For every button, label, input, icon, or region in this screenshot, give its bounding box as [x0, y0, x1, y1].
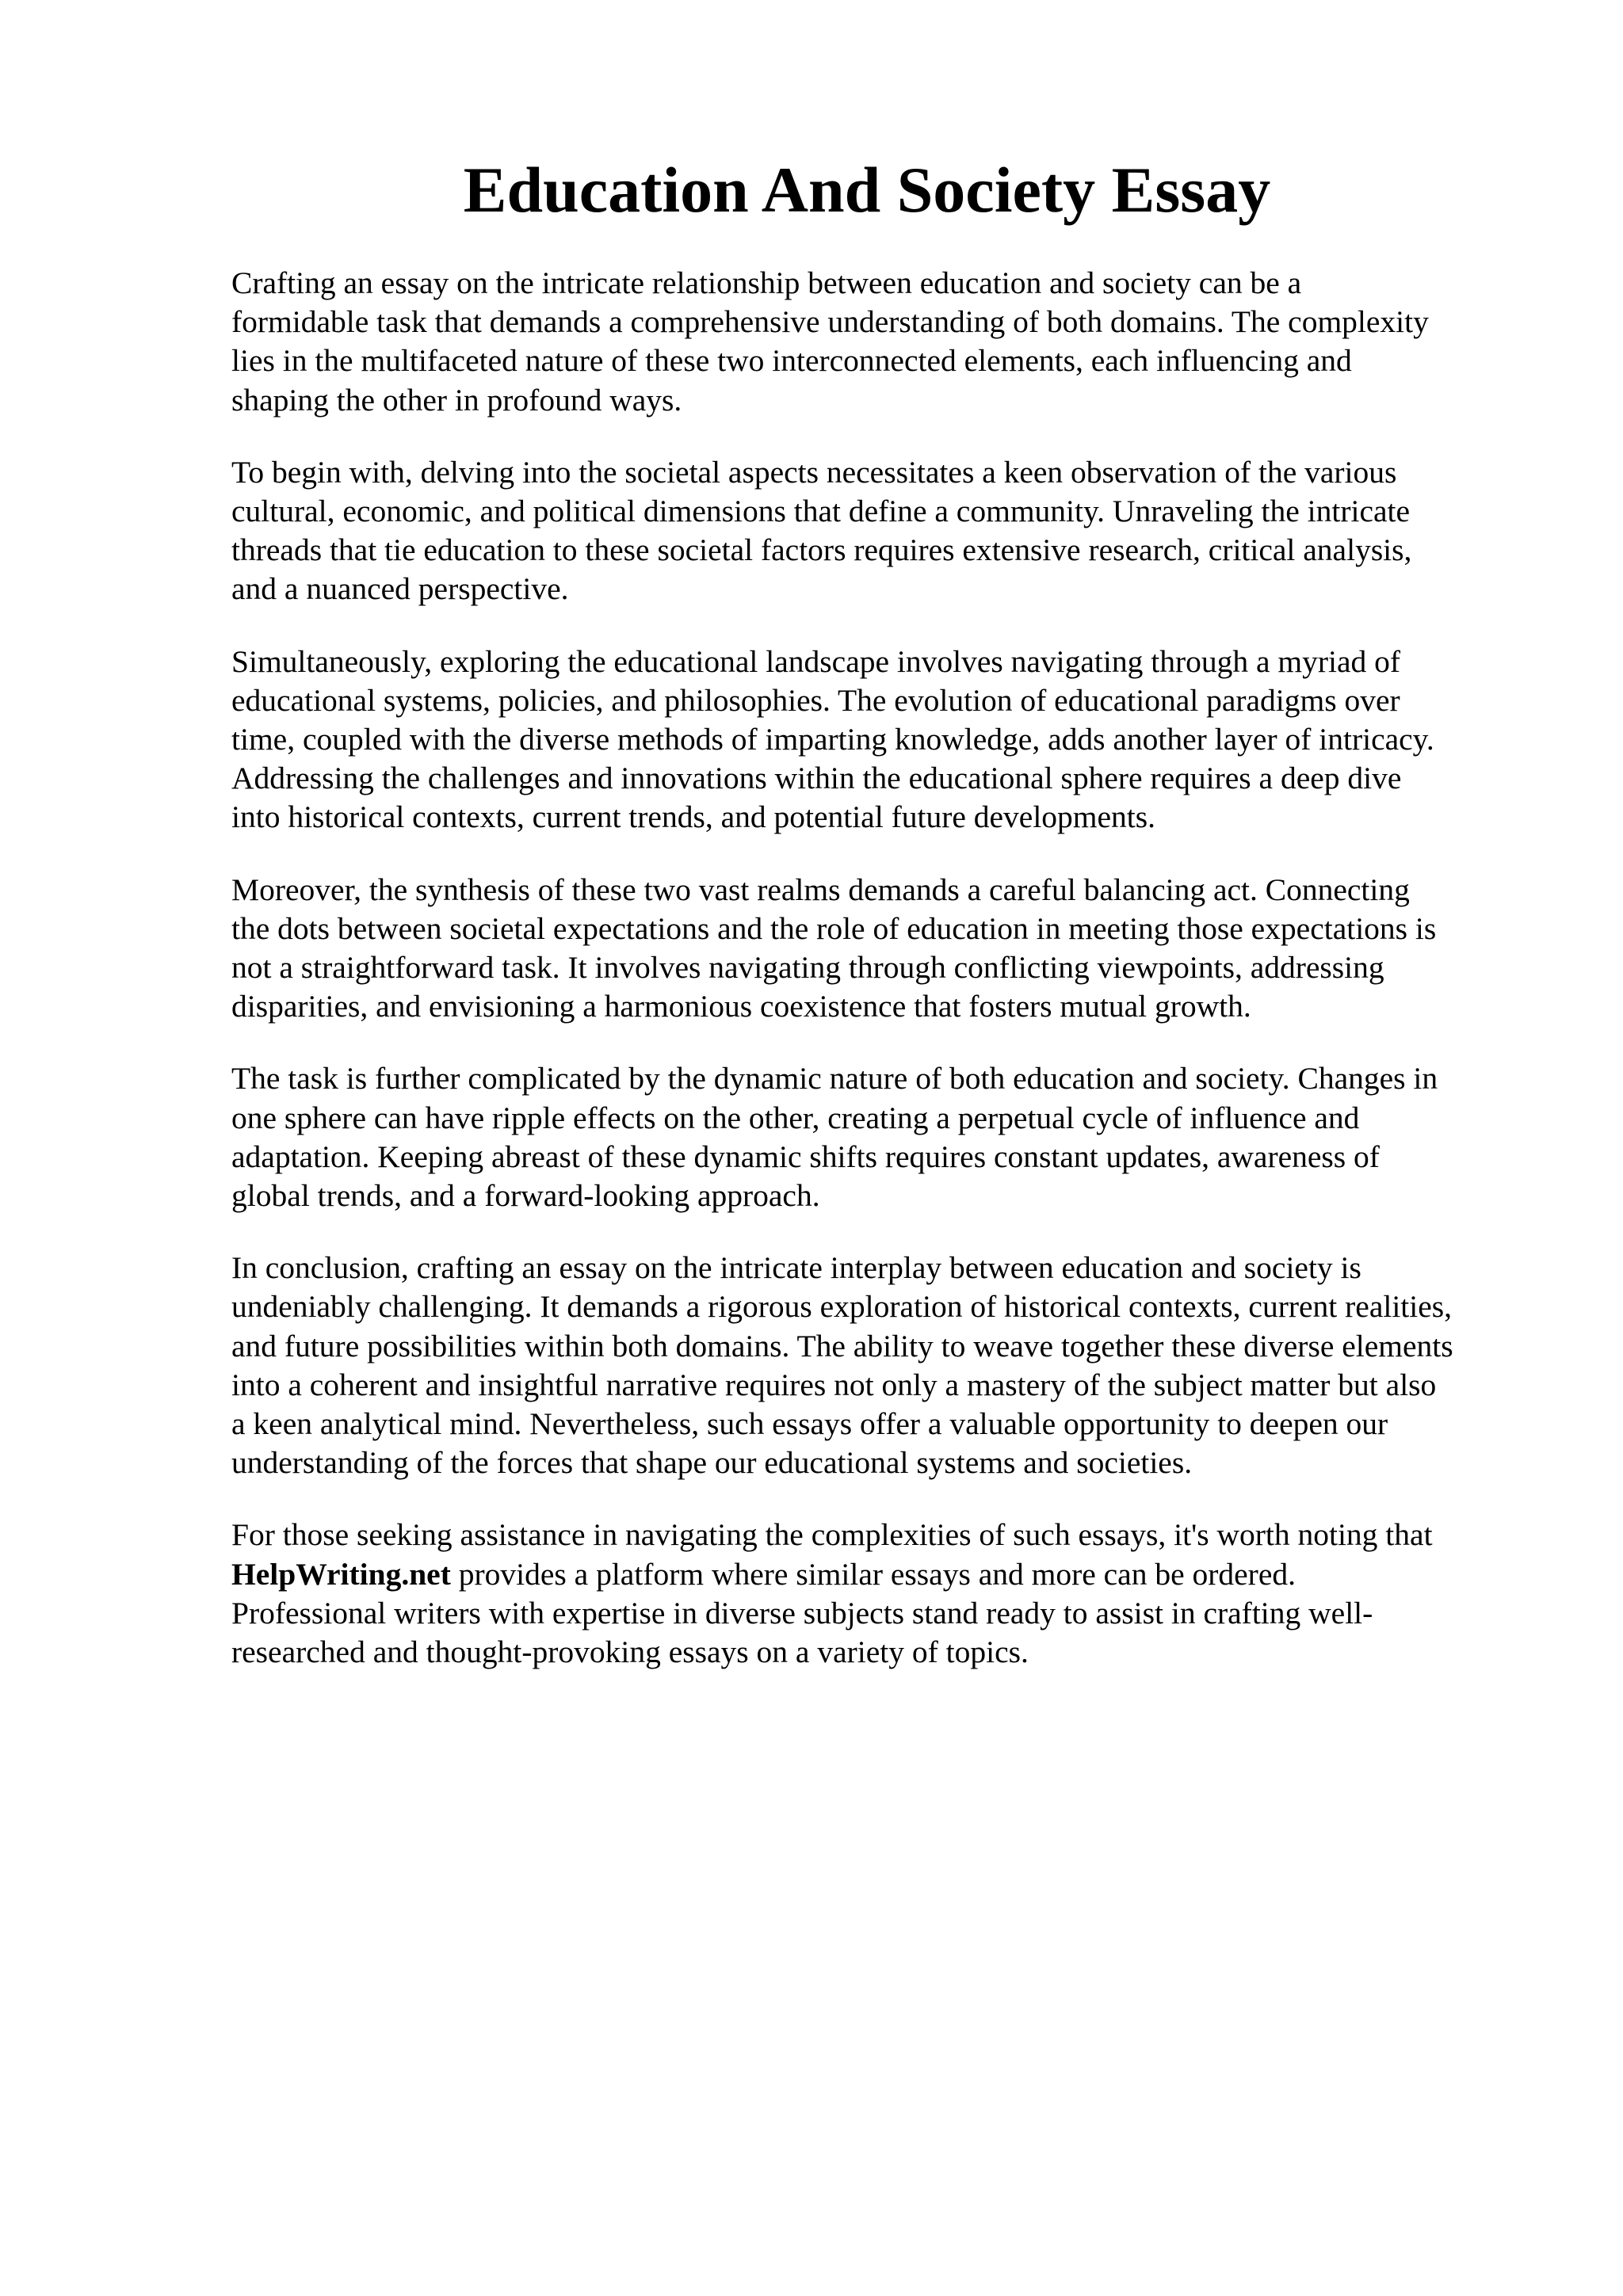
paragraph-2 — [231, 453, 1531, 609]
text-line: In conclusion, crafting an essay on the intricate interplay between education and society is — [231, 1250, 1361, 1286]
text-line: into a coherent and insightful narrative requires not only a mastery of the subject matter but also — [231, 1367, 1437, 1402]
text-line: For those seeking assistance in navigating the complexities of such essays, it's worth noting that — [231, 1517, 1433, 1553]
text-line: lies in the multifaceted nature of these two interconnected elements, each influencing and — [231, 343, 1352, 379]
text-line: and a nuanced perspective. — [231, 571, 569, 607]
essay-body — [231, 264, 1531, 1705]
text-line: Addressing the challenges and innovations within the educational sphere requires a deep dive — [231, 761, 1402, 796]
text-line: disparities, and envisioning a harmonious coexistence that fosters mutual growth. — [231, 989, 1251, 1024]
text-line: Moreover, the synthesis of these two vast realms demands a careful balancing act. Connecting — [231, 871, 1410, 907]
text-line: Simultaneously, exploring the educational landscape involves navigating through a myriad of — [231, 643, 1401, 679]
text-line: Crafting an essay on the intricate relationship between education and society can be a — [231, 265, 1302, 300]
page-title: Education And Society Essay — [463, 154, 1271, 226]
paragraph-4 — [231, 871, 1531, 1027]
paragraph-6 — [231, 1249, 1531, 1482]
paragraph-1 — [231, 264, 1531, 420]
text-line: a keen analytical mind. Nevertheless, such essays offer a valuable opportunity to deepen our — [231, 1406, 1388, 1442]
text-line: cultural, economic, and political dimensions that define a community. Unraveling the intricate — [231, 494, 1411, 529]
text-line: the dots between societal expectations and the role of education in meeting those expectations is — [231, 910, 1437, 946]
brand-link-text: HelpWriting.net — [231, 1556, 451, 1592]
text-line: into historical contexts, current trends, and potential future developments. — [231, 799, 1156, 835]
text-line: educational systems, policies, and philosophies. The evolution of educational paradigms over — [231, 682, 1400, 718]
text-line: formidable task that demands a comprehensive understanding of both domains. The complexity — [231, 304, 1429, 340]
text-line — [231, 1555, 1531, 1594]
text-line: To begin with, delving into the societal aspects necessitates a keen observation of the various — [231, 454, 1397, 490]
text-line: Professional writers with expertise in diverse subjects stand ready to assist in crafting well- — [231, 1595, 1373, 1630]
paragraph-7 — [231, 1516, 1531, 1672]
text-line: researched and thought-provoking essays on a variety of topics. — [231, 1634, 1029, 1670]
paragraph-3 — [231, 643, 1531, 837]
paragraph-5 — [231, 1059, 1531, 1215]
text-line: one sphere can have ripple effects on the other, creating a perpetual cycle of influence and — [231, 1100, 1360, 1135]
text-line: undeniably challenging. It demands a rigorous exploration of historical contexts, current realities, — [231, 1289, 1453, 1325]
text-line: threads that tie education to these societal factors requires extensive research, critical analysis, — [231, 532, 1412, 568]
text-line: understanding of the forces that shape our educational systems and societies. — [231, 1445, 1193, 1481]
text-line: global trends, and a forward-looking approach. — [231, 1178, 820, 1214]
text-line: The task is further complicated by the dynamic nature of both education and society. Changes in — [231, 1061, 1438, 1097]
text-line: time, coupled with the diverse methods of imparting knowledge, adds another layer of intricacy. — [231, 722, 1434, 757]
text-line: not a straightforward task. It involves navigating through conflicting viewpoints, addressing — [231, 950, 1384, 986]
text-line: and future possibilities within both domains. The ability to weave together these diverse elements — [231, 1328, 1453, 1363]
text-fragment: provides a platform where similar essays and more can be ordered. — [450, 1556, 1296, 1592]
text-line: shaping the other in profound ways. — [231, 382, 682, 418]
text-line: adaptation. Keeping abreast of these dynamic shifts requires constant updates, awareness of — [231, 1138, 1380, 1174]
